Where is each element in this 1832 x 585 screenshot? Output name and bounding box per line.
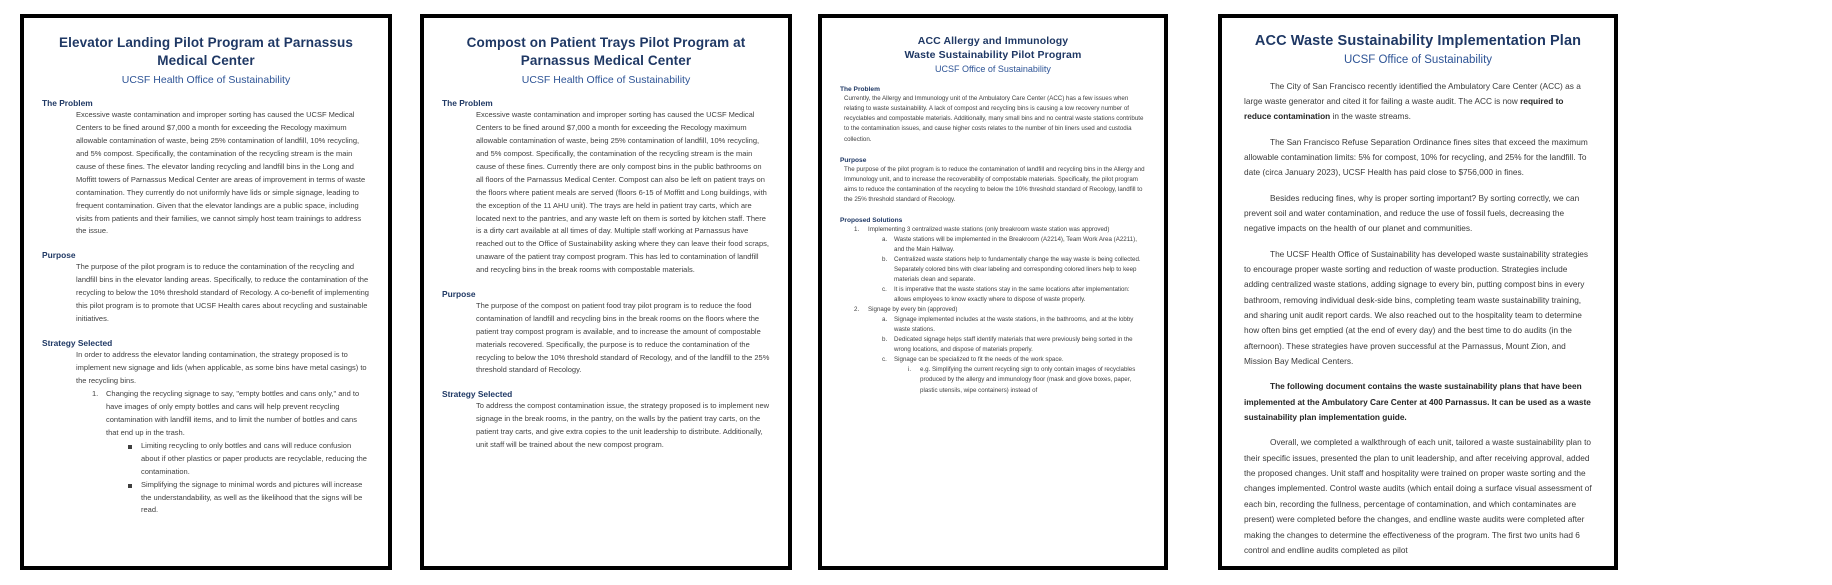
- list-item-text: Signage by every bin (approved): [868, 306, 958, 314]
- heading-strategy-selected: Strategy Selected: [442, 389, 513, 400]
- list-item-text: Signage can be specialized to fit the needs of the work space.: [894, 356, 1064, 364]
- heading-proposed-solutions: Proposed Solutions: [840, 216, 903, 224]
- list-item: Waste stations will be implemented in the Breakroom (A2214), Team Work Area (A2211), and the Main Hallway.: [894, 235, 1137, 253]
- page-title-line-2: Waste Sustainability Pilot Program: [904, 49, 1082, 62]
- list-item: [854, 305, 1146, 395]
- paragraph-container: [1244, 79, 1592, 559]
- paragraph-text: The City of San Francisco recently identified the Ambulatory Care Center (ACC) as a large waste generator and cited it for failing a waste audit. The ACC is now: [1244, 80, 1581, 106]
- emphasized-text: required to reduce contamination: [1244, 95, 1564, 122]
- list-item: Dedicated signage helps staff identify materials that were previously being sorted in the wrong locations, and dispose of materials properly.: [894, 336, 1133, 354]
- paragraph: [1244, 379, 1592, 425]
- paragraph: [1244, 79, 1592, 125]
- paragraph-purpose: The purpose of the compost on patient food tray pilot program is to reduce the food contamination of landfill and recycling bins in the break rooms on the floors where the patient tray compost program is available, and to increase the amount of compostable materials recovered. Specifically, the purpose is to reduce the contamination of the recycling to below the 10% threshold standard of Recology, and of the landfill to the 25% threshold standard of Recology.: [476, 301, 770, 375]
- heading-purpose: Purpose: [42, 250, 76, 261]
- paragraph: [1244, 191, 1592, 237]
- list-item: Simplifying the signage to minimal words and pictures will increase the understandability, as well as the likelihood that the signs will be read.: [128, 479, 370, 518]
- page-subtitle: UCSF Health Office of Sustainability: [521, 74, 691, 87]
- heading-the-problem: The Problem: [42, 98, 93, 109]
- heading-the-problem: The Problem: [840, 86, 880, 94]
- paragraph-text: in the waste streams.: [1330, 111, 1411, 122]
- list-item-text: Changing the recycling signage to say, "empty bottles and cans only," and to have images of only empty bottles and cans will help prevent recycling contamination with landfill items, and to limit the number of bottles and cans that end up in the trash.: [106, 389, 360, 438]
- list-item-text: Implementing 3 centralized waste stations (only breakroom waste station was approved): [868, 225, 1110, 233]
- paragraph-text: The San Francisco Refuse Separation Ordinance fines sites that exceed the maximum allowable contamination limits: 5% for compost, 10% for recycling, and 25% for the landfill. To date (circa January 2023), UCSF Health has paid close to $756,000 in fines.: [1244, 136, 1588, 178]
- solution-sublist: [882, 235, 1146, 305]
- page-title-line-1: ACC Allergy and Immunology: [917, 35, 1069, 47]
- list-item: e.g. Simplifying the current recycling sign to only contain images of recyclables produced by the allergy and immunology floor (mask and glove boxes, paper, plastic utensils, wipe containers) instead of: [920, 366, 1136, 394]
- page-subtitle: UCSF Office of Sustainability: [935, 64, 1051, 75]
- list-item: Limiting recycling to only bottles and cans will reduce confusion about if other plastics or paper products are recyclable, reducing the contamination.: [128, 440, 370, 479]
- document-page-acc-allergy-immunology-pilot[interactable]: [818, 14, 1168, 570]
- list-item: [882, 355, 1146, 395]
- heading-purpose: Purpose: [840, 156, 867, 164]
- solution-roman-sublist: [908, 365, 1146, 395]
- page-title: Elevator Landing Pilot Program at Parnassus Medical Center: [59, 35, 353, 69]
- paragraph-text: Overall, we completed a walkthrough of each unit, tailored a waste sustainability plan to their specific issues, presented the plan to unit leadership, and after receiving approval, added the proposed changes. Unit staff and hospitality were trained on proper waste sorting and the changes implemented. Control waste audits (which entail doing a surface visual assessment of each bin, recording the fullness, percentage of contamination, and which contaminates are present) were completed before the changes, and endline waste audits were completed after making the changes to determine the effectiveness of the program. The first two units had 6 control and endline audits completed as pilot: [1244, 437, 1592, 555]
- emphasized-text: The following document contains the waste sustainability plans that have been implemented at the Ambulatory Care Center at 400 Parnassus. It can be used as a waste sustainability plan implementation guide.: [1244, 381, 1591, 423]
- list-item: [92, 388, 370, 517]
- page-title: ACC Waste Sustainability Implementation Plan: [1254, 33, 1582, 49]
- paragraph-purpose: The purpose of the pilot program is to reduce the contamination of the recycling and landfill bins in the elevator landing areas. Specifically, to reduce the contamination of the recycling to below the 10% threshold standard of Recology. A co-benefit of implementing this pilot program is to promote that UCSF Health cares about recycling and sustainable initiatives.: [76, 262, 369, 323]
- paragraph-the-problem: Excessive waste contamination and improper sorting has caused the UCSF Medical Centers to be fined around $7,000 a month for exceeding the Recology maximum allowable contamination of waste, being 25% contamination of landfill, 10% recycling, and 5% compost. Specifically, the contamination of the recycling stream is the main cause of these fines. Currently there are only compost bins in the public bathrooms on all floors of the Parnassus Medical Center. Compost can also be left on patient trays on the floors where patient meals are served (floors 6-15 of Moffitt and Long buildings, with the exception of the 11 AHU unit). The trays are held in patient tray carts, which are located next to the pantries, and any waste left on them is sorted by kitchen staff. There is a dirty cart available at all times of day. Multiple staff working at Parnassus have reached out to the Office of Sustainability asking where they can leave their food scraps, unaware of the patient tray compost program. This has led to contamination of landfill and recycling bins in the break rooms with compostable materials.: [476, 110, 769, 275]
- page-title: Compost on Patient Trays Pilot Program at Parnassus Medical Center: [466, 35, 746, 69]
- strategy-list: [92, 388, 370, 517]
- paragraph-text: The UCSF Health Office of Sustainability has developed waste sustainability strategies to encourage proper waste sorting and reduction of waste production. Strategies include adding centralized waste stations, adding signage to every bin, putting compost bins in every bathroom, removing individual desk-side bins, completing team waste sustainability training, and sharing unit audit report cards. We also reached out to the hospitality team to determine how often bins get emptied (at the end of every day) and the best time to do audits (in the afternoon). These strategies have proven successful at the Parnassus, Mount Zion, and Mission Bay Medical Centers.: [1244, 248, 1589, 367]
- paragraph-the-problem: Excessive waste contamination and improper sorting has caused the UCSF Medical Centers to be fined around $7,000 a month for exceeding the Recology maximum allowable contamination of waste, being 25% contamination of landfill, 10% recycling, and 5% compost. Specifically, the contamination of the recycling stream is the main cause of these fines. The elevator landing recycling and landfill bins in the Long and Moffitt towers of Parnassus Medical Center are areas of improvement in terms of waste contamination. They currently do not uniformly have lids or simple signage, leading to frequent contamination. Given that the elevator landings are a public space, including visits from patients and their families, we cannot simply host team trainings to address the issue.: [76, 110, 366, 236]
- paragraph: [1244, 247, 1592, 370]
- heading-purpose: Purpose: [442, 289, 476, 300]
- heading-strategy-selected: Strategy Selected: [42, 337, 113, 348]
- paragraph-strategy: To address the compost contamination issue, the strategy proposed is to implement new signage in the break rooms, in the pantry, on the walls by the patient tray carts, on the patient tray carts, and give extra copies to the unit leadership to distribute. Additionally, unit staff will be trained about the new compost program.: [476, 401, 770, 450]
- paragraph-purpose: The purpose of the pilot program is to reduce the contamination of landfill and recycling bins in the Allergy and Immunology unit, and to increase the recoverability of compostable materials. Specifically, the pilot program aims to reduce the contamination of the recycling to below the 10% threshold standard of Recology, landfill to the 25% threshold standard of Recology.: [844, 165, 1145, 203]
- solution-sublist: [882, 315, 1146, 395]
- page-content: [822, 18, 1164, 566]
- list-item: It is imperative that the waste stations stay in the same locations after implementation: allows employees to know exactly where to dispose of waste properly.: [894, 286, 1130, 304]
- document-page-elevator-landing-pilot[interactable]: [20, 14, 392, 570]
- page-subtitle: UCSF Health Office of Sustainability: [121, 74, 291, 87]
- proposed-solutions-list: [854, 225, 1146, 396]
- paragraph: [1244, 435, 1592, 558]
- paragraph-the-problem: Currently, the Allergy and Immunology unit of the Ambulatory Care Center (ACC) has a few issues when relating to waste sustainability. A lack of compost and recycling bins is causing a low recovery number of recyclables and compostable materials. Additionally, many small bins and no central waste stations contribute to the contamination issues, and cause higher costs relates to the number of bin liners used and custodia collection.: [844, 95, 1144, 143]
- heading-the-problem: The Problem: [442, 98, 493, 109]
- page-content: [24, 18, 388, 566]
- page-content: [1222, 18, 1614, 566]
- page-subtitle: UCSF Office of Sustainability: [1343, 53, 1493, 66]
- document-page-acc-implementation-plan[interactable]: [1218, 14, 1618, 570]
- paragraph: [1244, 135, 1592, 181]
- paragraph-strategy-intro: In order to address the elevator landing contamination, the strategy proposed is to implement new signage and lids (when applicable, as some bins have metal casings) to the recycling bins.: [76, 349, 367, 385]
- document-page-compost-patient-trays-pilot[interactable]: [420, 14, 792, 570]
- paragraph-text: Besides reducing fines, why is proper sorting important? By sorting correctly, we can prevent soil and water contamination, and reduce the use of fossil fuels, decreasing the negative impacts on the health of our planet and communities.: [1244, 192, 1580, 234]
- list-item: [854, 225, 1146, 305]
- list-item: Signage implemented includes at the waste stations, in the bathrooms, and at the lobby waste stations.: [894, 316, 1134, 334]
- spacer: [1244, 66, 1592, 79]
- list-item: Centralized waste stations help to fundamentally change the way waste is being collected. Separately colored bins with clear labeling and corresponding colored liners help to keep materials clean and separate.: [894, 255, 1141, 283]
- page-content: [424, 18, 788, 566]
- strategy-sublist: [128, 440, 370, 517]
